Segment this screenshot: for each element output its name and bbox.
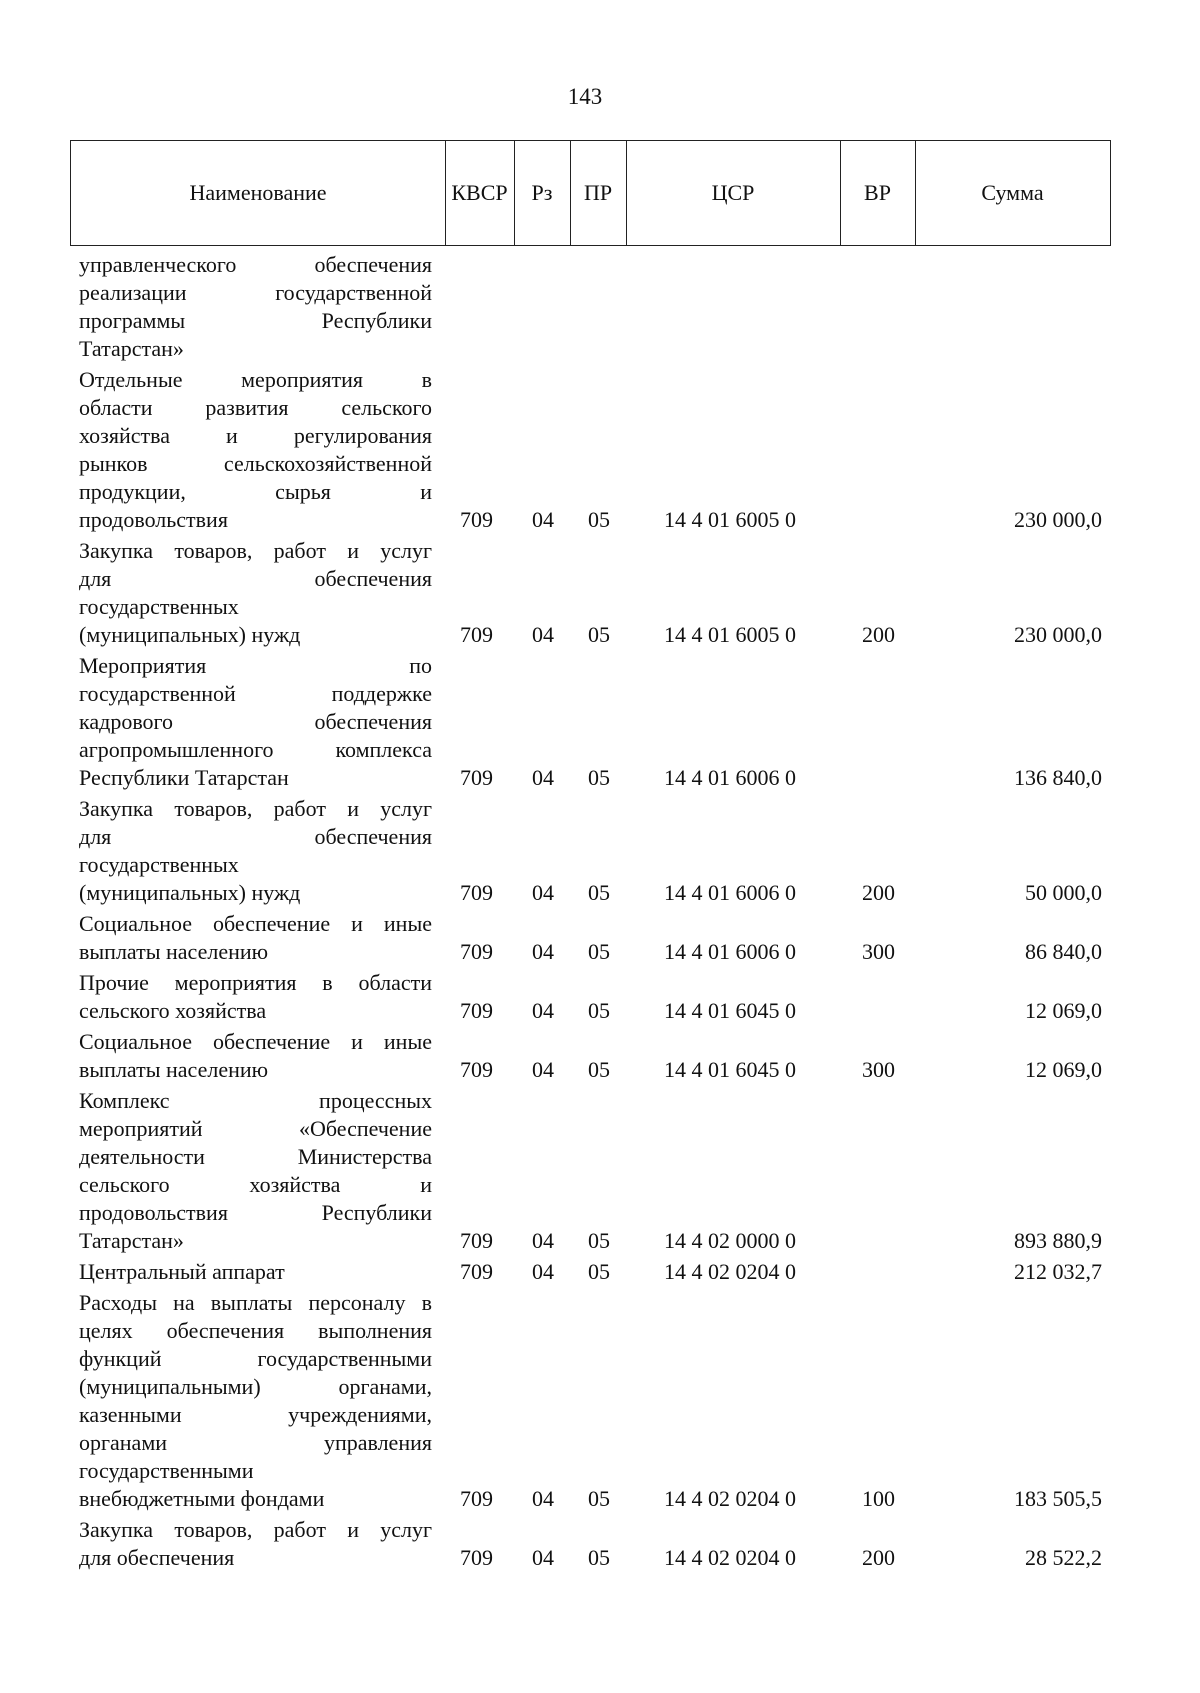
rz-cell: 04: [532, 998, 554, 1023]
row-name-line: Комплекс процессных: [79, 1088, 432, 1113]
table-row: [0, 795, 1200, 907]
row-name-line: области развития сельского: [79, 395, 432, 420]
kvsr-cell: 709: [460, 507, 493, 532]
page-number: 143: [567, 84, 603, 109]
row-name-line: сельского хозяйства: [79, 998, 267, 1023]
row-name-line: продовольствия Республики: [79, 1200, 432, 1225]
csr-cell: 14 4 01 6045 0: [664, 998, 796, 1023]
row-name-line: Расходы на выплаты персоналу в: [79, 1290, 432, 1315]
csr-cell: 14 4 01 6005 0: [664, 622, 796, 647]
row-name: [79, 1028, 432, 1084]
row-name: [79, 652, 432, 792]
table-row: [0, 537, 1200, 649]
kvsr-cell: 709: [460, 765, 493, 790]
row-name-line: Закупка товаров, работ и услуг: [79, 538, 432, 563]
header-sum: Сумма: [981, 180, 1044, 205]
row-name-line: мероприятий «Обеспечение: [79, 1116, 432, 1141]
table-row: [0, 652, 1200, 792]
row-name-line: продовольствия: [79, 507, 228, 532]
vr-cell: 200: [862, 622, 895, 647]
kvsr-cell: 709: [460, 880, 493, 905]
vr-cell: 300: [862, 1057, 895, 1082]
row-name-line: программы Республики: [79, 308, 432, 333]
csr-cell: 14 4 02 0204 0: [664, 1545, 796, 1570]
csr-cell: 14 4 01 6005 0: [664, 507, 796, 532]
header-vr: ВР: [864, 180, 891, 205]
row-name: [79, 1258, 432, 1286]
row-name-line: Мероприятия по: [79, 653, 432, 678]
row-name-line: для обеспечения: [79, 824, 432, 849]
rz-cell: 04: [532, 765, 554, 790]
pr-cell: 05: [588, 1057, 610, 1082]
row-name-line: хозяйства и регулирования: [79, 423, 432, 448]
row-name-line: кадрового обеспечения: [79, 709, 432, 734]
sum-cell: 136 840,0: [1014, 765, 1102, 790]
kvsr-cell: 709: [460, 939, 493, 964]
row-name-line: (муниципальными) органами,: [79, 1374, 432, 1399]
kvsr-cell: 709: [460, 622, 493, 647]
sum-cell: 230 000,0: [1014, 507, 1102, 532]
row-name-line: для обеспечения: [79, 566, 432, 591]
sum-cell: 12 069,0: [1025, 1057, 1102, 1082]
pr-cell: 05: [588, 507, 610, 532]
row-name-line: целях обеспечения выполнения: [79, 1318, 432, 1343]
table-row: [0, 1516, 1200, 1572]
csr-cell: 14 4 01 6006 0: [664, 880, 796, 905]
row-name-line: управленческого обеспечения: [79, 252, 432, 277]
sum-cell: 28 522,2: [1025, 1545, 1102, 1570]
table-row: [0, 1087, 1200, 1255]
sum-cell: 50 000,0: [1025, 880, 1102, 905]
row-name-line: (муниципальных) нужд: [79, 880, 301, 905]
vr-cell: 100: [862, 1486, 895, 1511]
kvsr-cell: 709: [460, 1057, 493, 1082]
row-name-line: Татарстан»: [79, 336, 184, 361]
kvsr-cell: 709: [460, 1228, 493, 1253]
header-csr: ЦСР: [711, 180, 755, 205]
row-name: [79, 795, 432, 907]
row-name-line: казенными учреждениями,: [79, 1402, 432, 1427]
header-rz: Рз: [531, 180, 553, 205]
row-name-line: рынков сельскохозяйственной: [79, 451, 432, 476]
rz-cell: 04: [532, 1228, 554, 1253]
pr-cell: 05: [588, 998, 610, 1023]
row-name-line: Республики Татарстан: [79, 765, 289, 790]
row-name: [79, 1289, 432, 1513]
vr-cell: 200: [862, 1545, 895, 1570]
row-name: [79, 1516, 432, 1572]
table-row: [0, 1258, 1200, 1286]
row-name: [79, 1087, 432, 1255]
row-name-line: Центральный аппарат: [79, 1259, 285, 1284]
row-name-line: выплаты населению: [79, 1057, 269, 1082]
csr-cell: 14 4 01 6045 0: [664, 1057, 796, 1082]
csr-cell: 14 4 02 0204 0: [664, 1486, 796, 1511]
row-name-line: выплаты населению: [79, 939, 269, 964]
row-name-line: Татарстан»: [79, 1228, 184, 1253]
csr-cell: 14 4 01 6006 0: [664, 765, 796, 790]
kvsr-cell: 709: [460, 998, 493, 1023]
row-name-line: государственной поддержке: [79, 681, 432, 706]
kvsr-cell: 709: [460, 1259, 493, 1284]
row-name-line: деятельности Министерства: [79, 1144, 432, 1169]
row-name-line: Отдельные мероприятия в: [79, 367, 432, 392]
pr-cell: 05: [588, 1545, 610, 1570]
vr-cell: 300: [862, 939, 895, 964]
row-name-line: агропромышленного комплекса: [79, 737, 432, 762]
table-row: [0, 969, 1200, 1025]
row-name: [79, 969, 432, 1025]
rz-cell: 04: [532, 622, 554, 647]
row-name: [79, 366, 432, 534]
row-name: [79, 910, 432, 966]
sum-cell: 212 032,7: [1014, 1259, 1102, 1284]
pr-cell: 05: [588, 939, 610, 964]
kvsr-cell: 709: [460, 1545, 493, 1570]
table-row: [0, 251, 1200, 363]
vr-cell: 200: [862, 880, 895, 905]
pr-cell: 05: [588, 1486, 610, 1511]
pr-cell: 05: [588, 1228, 610, 1253]
rz-cell: 04: [532, 880, 554, 905]
pr-cell: 05: [588, 1259, 610, 1284]
row-name-line: для обеспечения: [79, 1545, 235, 1570]
sum-cell: 230 000,0: [1014, 622, 1102, 647]
row-name-line: Закупка товаров, работ и услуг: [79, 796, 432, 821]
rz-cell: 04: [532, 1486, 554, 1511]
rz-cell: 04: [532, 1057, 554, 1082]
row-name-line: государственными: [79, 1458, 254, 1483]
row-name-line: Социальное обеспечение и иные: [79, 1029, 432, 1054]
pr-cell: 05: [588, 622, 610, 647]
table-row: [0, 910, 1200, 966]
sum-cell: 86 840,0: [1025, 939, 1102, 964]
row-name-line: государственных: [79, 594, 239, 619]
csr-cell: 14 4 02 0000 0: [664, 1228, 796, 1253]
row-name: [79, 251, 432, 363]
pr-cell: 05: [588, 765, 610, 790]
sum-cell: 183 505,5: [1014, 1486, 1102, 1511]
row-name-line: (муниципальных) нужд: [79, 622, 301, 647]
csr-cell: 14 4 01 6006 0: [664, 939, 796, 964]
row-name-line: сельского хозяйства и: [79, 1172, 432, 1197]
row-name-line: государственных: [79, 852, 239, 877]
row-name-line: внебюджетными фондами: [79, 1486, 325, 1511]
pr-cell: 05: [588, 880, 610, 905]
kvsr-cell: 709: [460, 1486, 493, 1511]
row-name-line: Закупка товаров, работ и услуг: [79, 1517, 432, 1542]
header-kvsr: КВСР: [451, 180, 508, 205]
row-name: [79, 537, 432, 649]
header-name: Наименование: [189, 180, 327, 205]
sum-cell: 893 880,9: [1014, 1228, 1102, 1253]
rz-cell: 04: [532, 507, 554, 532]
row-name-line: органами управления: [79, 1430, 432, 1455]
header-pr: ПР: [583, 180, 613, 205]
table-row: [0, 366, 1200, 534]
rz-cell: 04: [532, 939, 554, 964]
table-row: [0, 1028, 1200, 1084]
table-row: [0, 1289, 1200, 1513]
sum-cell: 12 069,0: [1025, 998, 1102, 1023]
row-name-line: Социальное обеспечение и иные: [79, 911, 432, 936]
row-name-line: продукции, сырья и: [79, 479, 432, 504]
rz-cell: 04: [532, 1545, 554, 1570]
row-name-line: функций государственными: [79, 1346, 432, 1371]
csr-cell: 14 4 02 0204 0: [664, 1259, 796, 1284]
rz-cell: 04: [532, 1259, 554, 1284]
row-name-line: Прочие мероприятия в области: [79, 970, 432, 995]
row-name-line: реализации государственной: [79, 280, 432, 305]
